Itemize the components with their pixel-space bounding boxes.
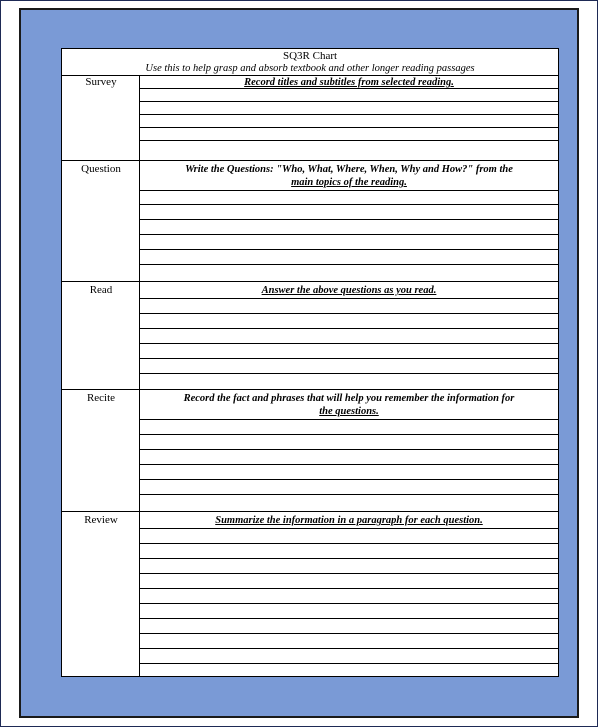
- chart-subtitle: Use this to help grasp and absorb textbook and other longer reading passages: [145, 63, 475, 74]
- writing-line: [140, 249, 558, 250]
- writing-line: [140, 573, 558, 574]
- section-instruction-review: Summarize the information in a paragraph for each question.: [215, 515, 483, 526]
- writing-line: [140, 633, 558, 634]
- section-recite: [62, 389, 558, 511]
- writing-line: [140, 343, 558, 344]
- writing-line: [140, 618, 558, 619]
- writing-line: [140, 264, 558, 265]
- writing-line: [140, 528, 558, 529]
- writing-line: [140, 419, 558, 420]
- section-label-read: Read: [89, 284, 113, 296]
- writing-line: [140, 588, 558, 589]
- writing-line: [140, 140, 558, 141]
- section-label-recite: Recite: [86, 392, 116, 404]
- writing-line: [140, 648, 558, 649]
- section-label-review: Review: [84, 514, 118, 526]
- writing-line: [140, 114, 558, 115]
- section-instruction-question-line1: Write the Questions: "Who, What, Where, When, Why and How?" from the: [185, 164, 513, 175]
- section-instruction-survey: Record titles and subtitles from selected reading.: [244, 77, 454, 88]
- section-label-survey: Survey: [85, 76, 117, 88]
- section-label-question: Question: [81, 163, 121, 175]
- writing-line: [140, 127, 558, 128]
- writing-line: [140, 449, 558, 450]
- label-column: [62, 389, 140, 511]
- writing-line: [140, 88, 558, 89]
- section-read: [62, 281, 558, 389]
- writing-line: [140, 313, 558, 314]
- label-column: [62, 281, 140, 389]
- section-instruction-read: Answer the above questions as you read.: [261, 285, 437, 296]
- writing-line: [140, 298, 558, 299]
- writing-line: [140, 219, 558, 220]
- writing-line: [140, 603, 558, 604]
- sq3r-chart-sheet: [61, 48, 559, 677]
- writing-line: [140, 464, 558, 465]
- writing-line: [140, 101, 558, 102]
- section-question: [62, 160, 558, 281]
- label-column: [62, 511, 140, 677]
- writing-line: [140, 190, 558, 191]
- writing-line: [140, 479, 558, 480]
- chart-title: SQ3R Chart: [282, 50, 338, 62]
- writing-line: [140, 558, 558, 559]
- writing-line: [140, 373, 558, 374]
- writing-line: [140, 663, 558, 664]
- section-instruction-recite-line1: Record the fact and phrases that will help you remember the information for: [183, 393, 515, 404]
- section-survey: [62, 75, 558, 160]
- label-column: [62, 160, 140, 281]
- section-instruction-recite-line2: the questions.: [319, 406, 379, 417]
- section-review: [62, 511, 558, 677]
- writing-line: [140, 434, 558, 435]
- writing-line: [140, 328, 558, 329]
- writing-line: [140, 543, 558, 544]
- writing-line: [140, 494, 558, 495]
- writing-line: [140, 358, 558, 359]
- writing-line: [140, 234, 558, 235]
- section-instruction-question-line2: main topics of the reading.: [291, 177, 407, 188]
- writing-line: [140, 204, 558, 205]
- blue-border-panel: [19, 8, 579, 718]
